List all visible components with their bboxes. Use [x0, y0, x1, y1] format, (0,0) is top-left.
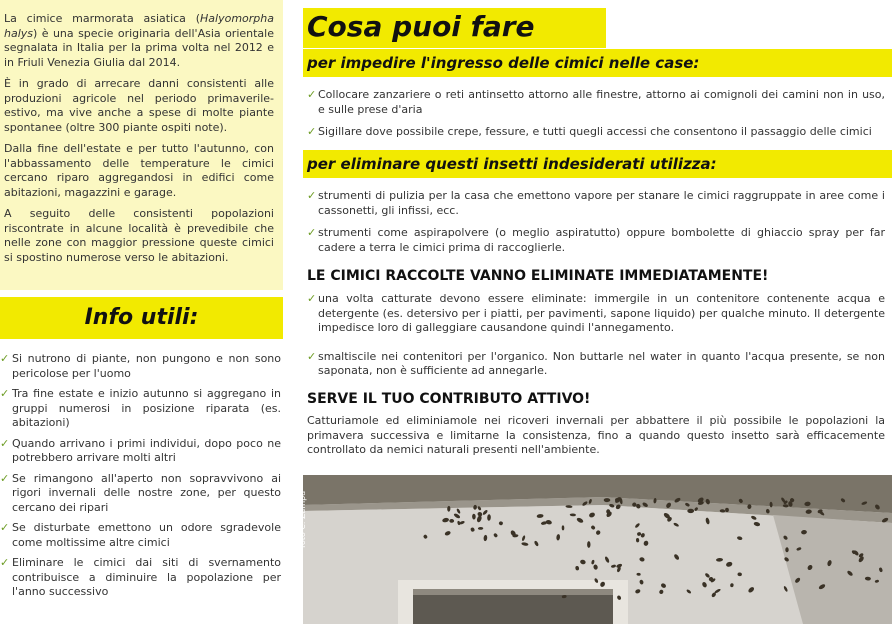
- check-icon: ✓: [307, 292, 317, 305]
- bug-mark: [587, 541, 590, 548]
- check-icon: ✓: [307, 189, 317, 202]
- info-item: ✓ Se rimangono all'aperto non sopravvivono ai rigori invernali delle nostre zone, per questo cercano dei ripari: [0, 471, 281, 514]
- check-icon: ✓: [307, 125, 317, 138]
- intro-paragraph-1: La cimice marmorata asiatica (Halyomorpha halys) è una specie originaria dell'Asia orientale segnalata in Italia per la prima volta nel 2012 e in Friuli Venezia Giulia dal 2014.: [4, 12, 274, 69]
- check-icon: ✓: [0, 436, 10, 450]
- list-item: ✓ smaltiscile nei contenitori per l'organico. Non buttarle nel water in quanto l'acqua presente, se non saponata, non è sufficiente ad annegarle.: [307, 349, 885, 377]
- list-item: ✓ strumenti di pulizia per la casa che emettono vapore per stanare le cimici raggruppate in aree come i cassonetti, gli infissi, ecc.: [307, 189, 885, 217]
- species-name: Halyomorpha halys: [4, 12, 274, 40]
- intro-paragraph-2: È in grado di arrecare danni consistenti alle produzioni agricole nel periodo primaverile-estivo, ma vive anche a spese di molte piante spontanee (oltre 300 piante ospiti note).: [4, 77, 274, 134]
- intro-box: [0, 0, 283, 290]
- list-impedire: [307, 88, 885, 148]
- list-item: ✓ Sigillare dove possibile crepe, fessure, e tutti quegli accessi che consentono il passaggio delle cimici: [307, 125, 872, 138]
- check-icon: ✓: [307, 349, 317, 363]
- check-icon: ✓: [307, 88, 317, 101]
- photo-illustration: [303, 475, 892, 624]
- list-eliminare: [307, 189, 885, 263]
- check-icon: ✓: [307, 226, 317, 239]
- check-icon: ✓: [0, 352, 10, 365]
- list-item: ✓ Collocare zanzariere o reti antinsetto attorno alle finestre, attorno ai comignoli dei camini non in uso, e sulle prese d'aria: [307, 88, 885, 116]
- info-item: ✓ Se disturbate emettono un odore sgradevole come moltissime altre cimici: [0, 521, 281, 549]
- intro-paragraph-4: A seguito delle consistenti popolazioni riscontrate in alcune località è prevedibile che nelle zone con maggior pressione queste cimici si spostino numerose verso le abitazioni.: [4, 207, 274, 264]
- list-smaltimento: [307, 292, 885, 387]
- check-icon: ✓: [0, 387, 10, 400]
- check-icon: ✓: [0, 556, 10, 569]
- info-item: ✓ Eliminare le cimici dai siti di svernamento contribuisce a diminuire la popolazione per l'anno successivo: [0, 556, 281, 598]
- info-item: ✓ Quando arrivano i primi individui, dopo poco ne potrebbero arrivare molti altri: [0, 436, 281, 464]
- heading-contributo: SERVE IL TUO CONTRIBUTO ATTIVO!: [307, 391, 591, 407]
- info-title: Info utili:: [0, 297, 283, 339]
- bug-mark: [687, 509, 694, 513]
- band-impedire: per impedire l'ingresso delle cimici nelle case:: [303, 49, 892, 77]
- photo-bugs-on-wall: [303, 475, 892, 624]
- info-item: ✓ Si nutrono di piante, non pungono e non sono pericolose per l'uomo: [0, 352, 281, 380]
- cosa-title: Cosa puoi fare: [303, 8, 606, 48]
- contributo-text: Catturiamole ed eliminiamole nei ricoveri invernali per abbattere il più possibile le popolazioni la primavera successiva e limitarne la consistenza, fino a quando questo insetto sarà efficacemente controllato da nemici naturali presenti nell'ambiente.: [307, 414, 885, 456]
- info-item: ✓ Tra fine estate e inizio autunno si aggregano in gruppi numerosi in posizione riparata (es. abitazioni): [0, 387, 281, 429]
- list-item: ✓ strumenti come aspirapolvere (o meglio aspiratutto) oppure bombolette di ghiaccio spray per far cadere a terra le cimici prima di raccoglierle.: [307, 226, 885, 254]
- info-list: [0, 352, 281, 606]
- list-item: ✓ una volta catturate devono essere eliminate: immergile in un contenitore contenente acqua e detergente (es. detersivo per i piatti, per pavimenti, sapone liquido) per qualche minuto. Il detergente impedisce loro di galleggiare causandone quindi l'annegamento.: [307, 292, 885, 334]
- band-eliminare: per eliminare questi insetti indesiderati utilizza:: [303, 150, 892, 178]
- check-icon: ✓: [0, 471, 10, 485]
- heading-eliminate: LE CIMICI RACCOLTE VANNO ELIMINATE IMMEDIATAMENTE!: [307, 268, 769, 284]
- photo-credit: foto C. Zampa: [298, 490, 307, 548]
- intro-paragraph-3: Dalla fine dell'estate e per tutto l'autunno, con l'abbassamento delle temperature le cimici cercano riparo aggregandosi in edifici come abitazioni, magazzini e garage.: [4, 142, 274, 199]
- check-icon: ✓: [0, 521, 10, 534]
